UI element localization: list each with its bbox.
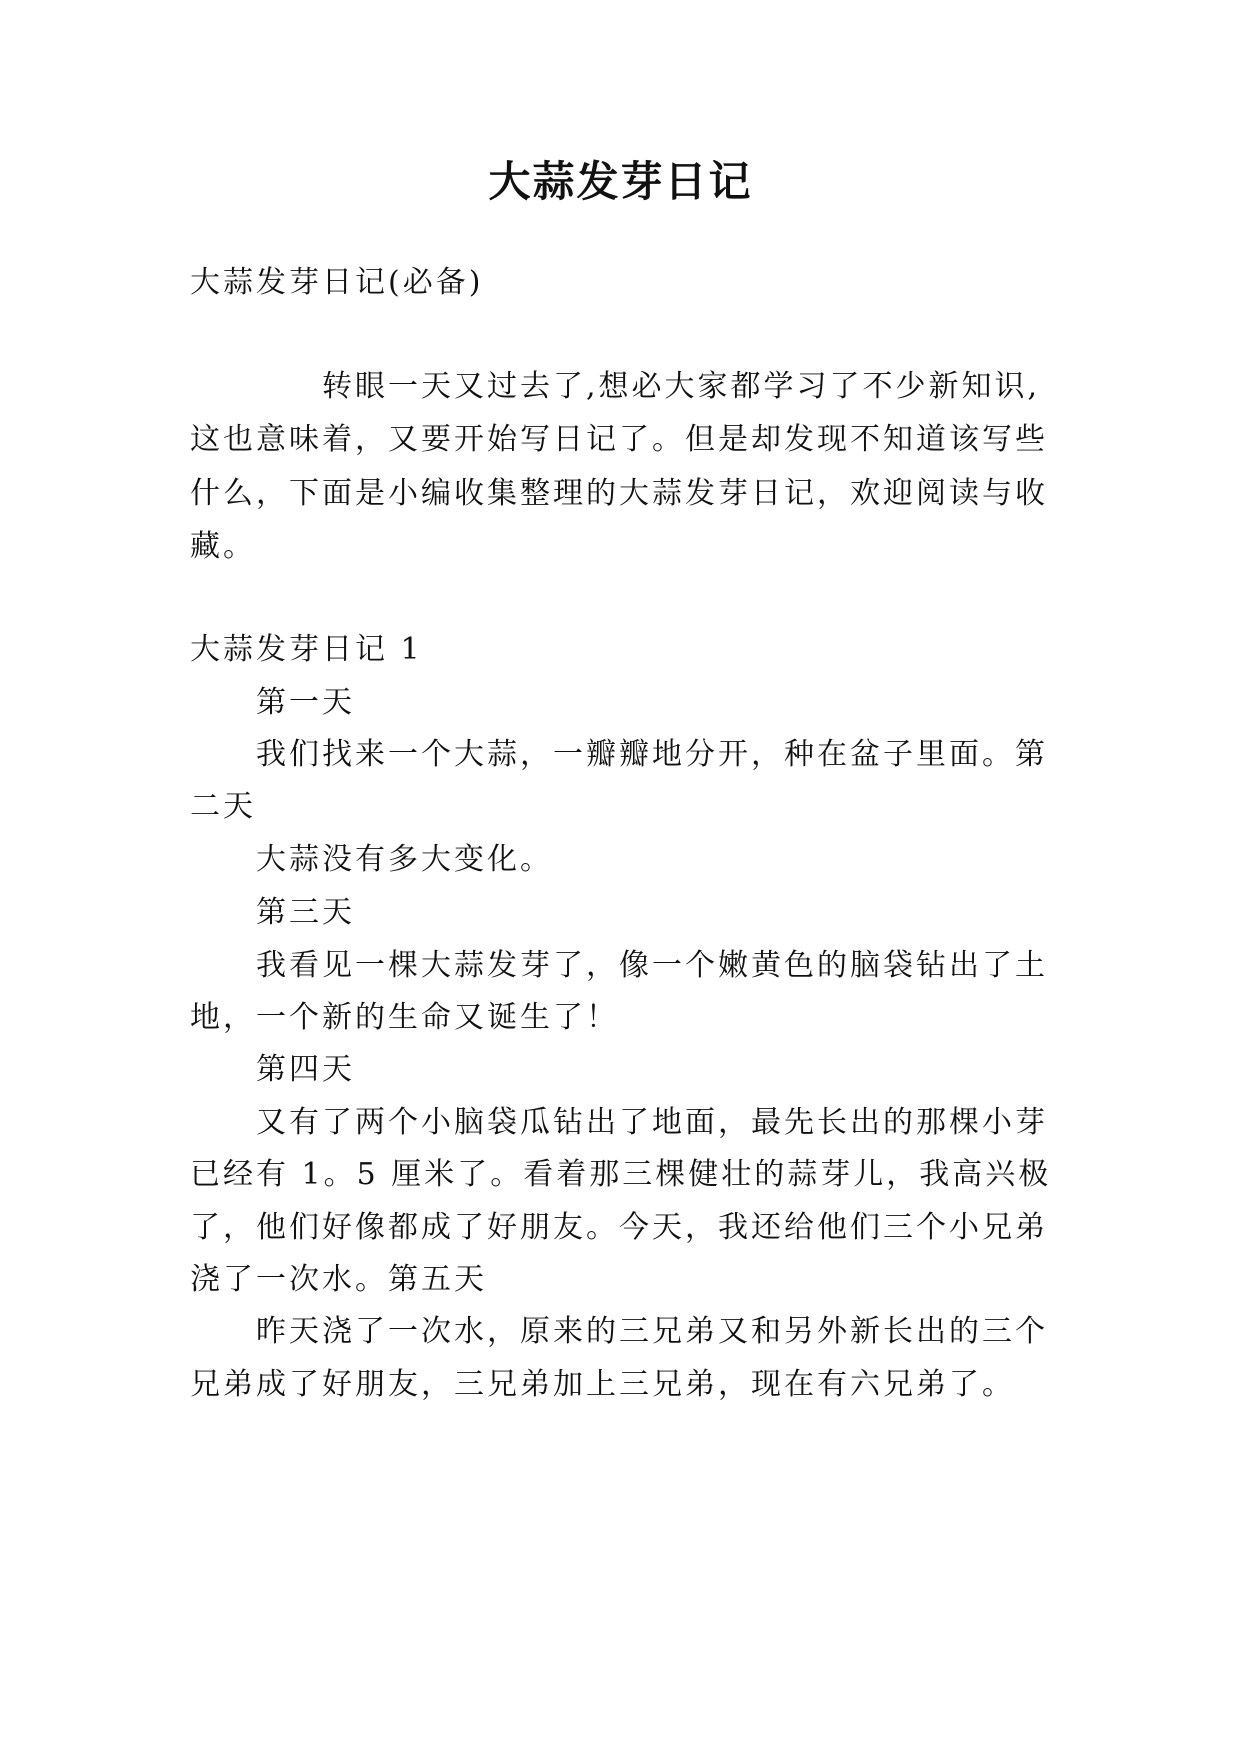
intro-line: 藏。 — [190, 529, 256, 564]
section-heading: 大蒜发芽日记 1 — [190, 632, 423, 667]
body-line: 又有了两个小脑袋瓜钻出了地面，最先长出的那棵小芽 — [256, 1105, 1048, 1140]
body-line: 第一天 — [256, 685, 355, 720]
body-line: 我们找来一个大蒜，一瓣瓣地分开，种在盆子里面。第 — [256, 737, 1048, 772]
body-line: 二天 — [190, 789, 256, 824]
intro-line: 什么，下面是小编收集整理的大蒜发芽日记，欢迎阅读与收 — [190, 476, 1048, 511]
body-line: 了，他们好像都成了好朋友。今天，我还给他们三个小兄弟 — [190, 1210, 1048, 1245]
body-line: 昨天浇了一次水，原来的三兄弟又和另外新长出的三个 — [256, 1314, 1048, 1349]
document-title: 大蒜发芽日记 — [488, 157, 753, 206]
body-line: 地，一个新的生命又诞生了！ — [190, 1000, 619, 1035]
body-line: 已经有 1。5 厘米了。看着那三棵健壮的蒜芽儿，我高兴极 — [190, 1157, 1052, 1192]
body-line: 第四天 — [256, 1052, 355, 1087]
document-subtitle: 大蒜发芽日记(必备) — [190, 265, 484, 300]
intro-line: 这也意味着，又要开始写日记了。但是却发现不知道该写些 — [190, 422, 1048, 457]
body-line: 兄弟成了好朋友，三兄弟加上三兄弟，现在有六兄弟了。 — [190, 1367, 1015, 1402]
body-line: 浇了一次水。第五天 — [190, 1262, 487, 1297]
intro-line: 转眼一天又过去了,想必大家都学习了不少新知识, — [322, 369, 1041, 404]
body-line: 大蒜没有多大变化。 — [256, 842, 553, 877]
body-line: 我看见一棵大蒜发芽了，像一个嫩黄色的脑袋钻出了土 — [256, 948, 1048, 983]
body-line: 第三天 — [256, 895, 355, 930]
